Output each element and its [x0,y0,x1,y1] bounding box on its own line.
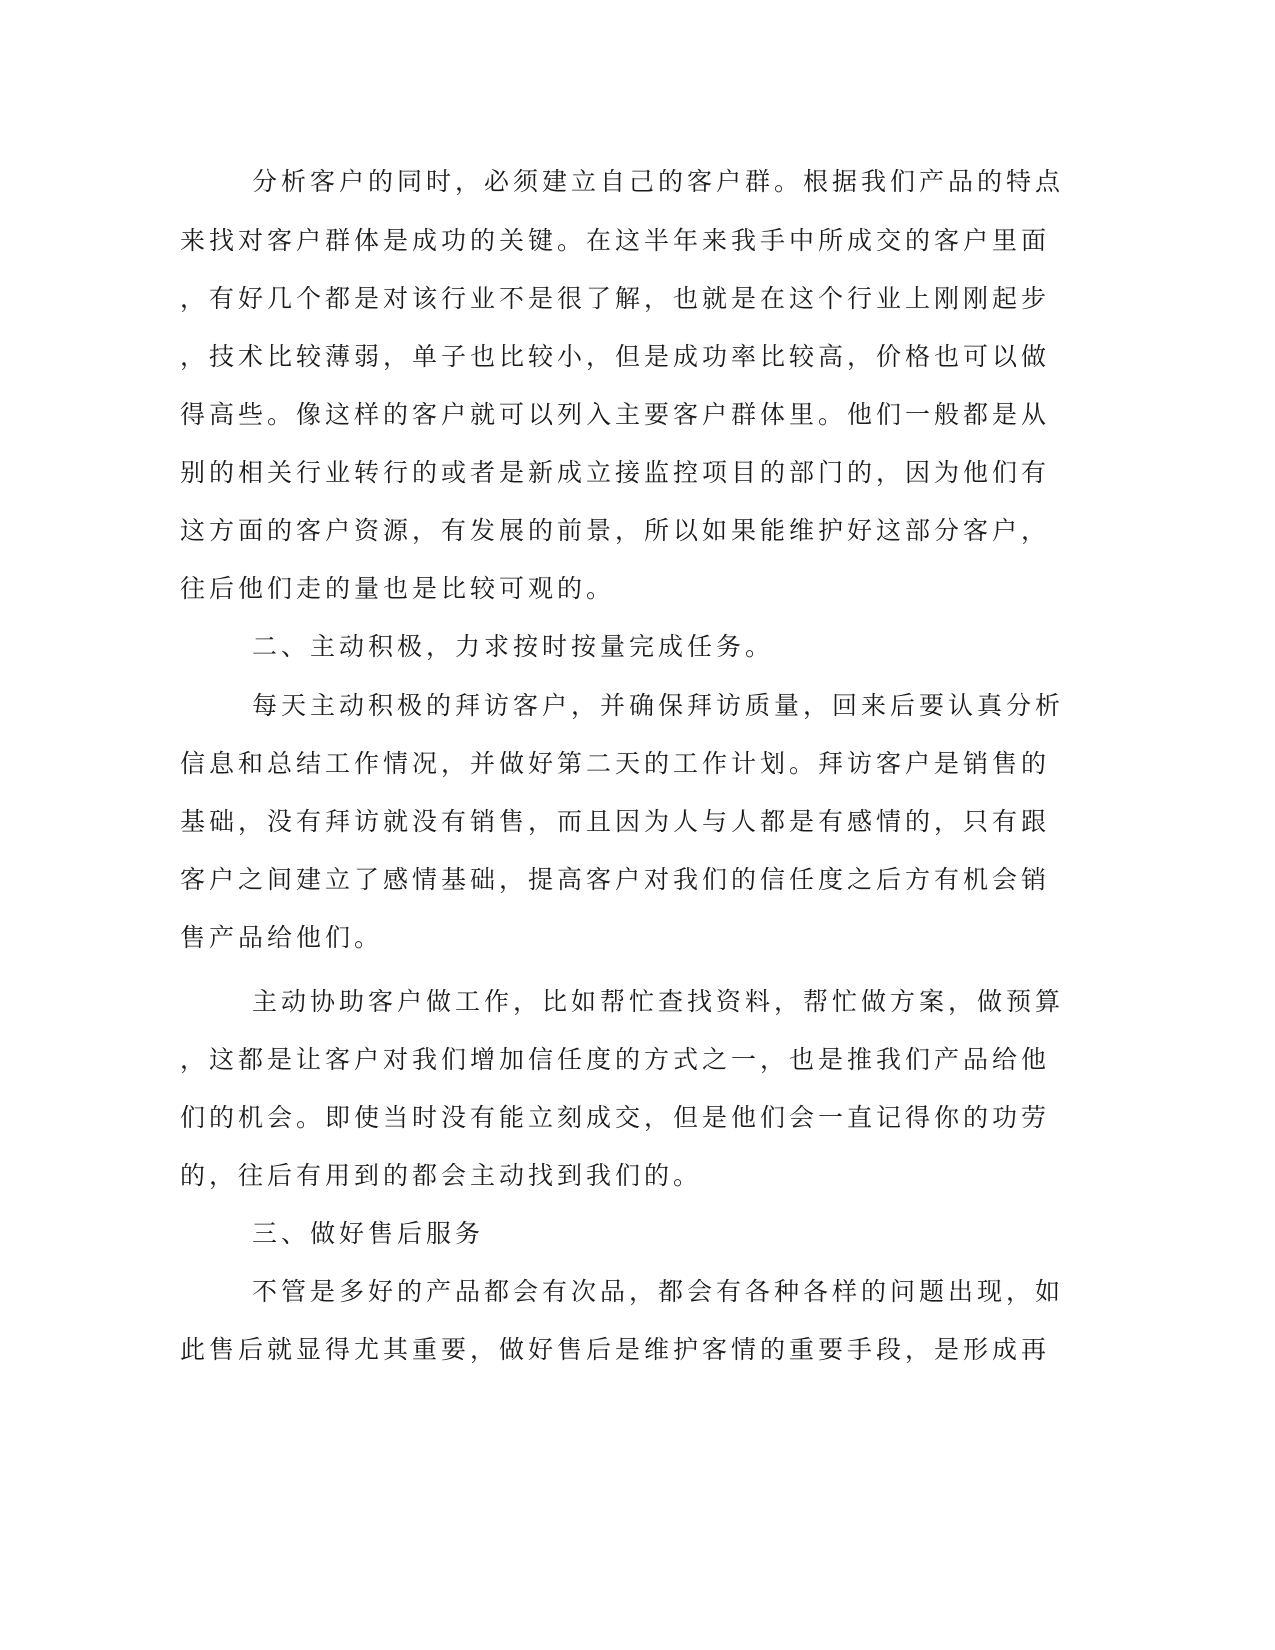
paragraph-2-line-1: 每天主动积极的拜访客户，并确保拜访质量，回来后要认真分析 [252,691,1065,720]
section-heading-2: 二、主动积极，力求按时按量完成任务。 [252,632,775,661]
paragraph-1-line-6: 别的相关行业转行的或者是新成立接监控项目的部门的，因为他们有 [180,458,1051,487]
paragraph-3-line-3: 们的机会。即使当时没有能立刻成交，但是他们会一直记得你的功劳 [180,1103,1051,1132]
paragraph-3-line-4: 的，往后有用到的都会主动找到我们的。 [180,1161,703,1190]
paragraph-1-line-1: 分析客户的同时，必须建立自己的客户群。根据我们产品的特点 [252,167,1065,196]
paragraph-1-line-8: 往后他们走的量也是比较可观的。 [180,574,616,603]
paragraph-2-line-5: 售产品给他们。 [180,923,384,952]
paragraph-4-line-2: 此售后就显得尤其重要，做好售后是维护客情的重要手段，是形成再 [180,1335,1051,1364]
paragraph-1-line-5: 得高些。像这样的客户就可以列入主要客户群体里。他们一般都是从 [180,400,1051,429]
paragraph-4-line-1: 不管是多好的产品都会有次品，都会有各种各样的问题出现，如 [252,1277,1065,1306]
paragraph-2-line-3: 基础，没有拜访就没有销售，而且因为人与人都是有感情的，只有跟 [180,807,1051,836]
paragraph-2-line-4: 客户之间建立了感情基础，提高客户对我们的信任度之后方有机会销 [180,865,1051,894]
paragraph-3-line-2: ，这都是让客户对我们增加信任度的方式之一，也是推我们产品给他 [180,1045,1051,1074]
paragraph-2-line-2: 信息和总结工作情况，并做好第二天的工作计划。拜访客户是销售的 [180,749,1051,778]
paragraph-3-line-1: 主动协助客户做工作，比如帮忙查找资料，帮忙做方案，做预算 [252,987,1065,1016]
paragraph-1-line-2: 来找对客户群体是成功的关键。在这半年来我手中所成交的客户里面 [180,226,1051,255]
paragraph-1-line-4: ，技术比较薄弱，单子也比较小，但是成功率比较高，价格也可以做 [180,342,1051,371]
paragraph-1-line-3: ，有好几个都是对该行业不是很了解，也就是在这个行业上刚刚起步 [180,284,1051,313]
section-heading-3: 三、做好售后服务 [252,1219,485,1248]
paragraph-1-line-7: 这方面的客户资源，有发展的前景，所以如果能维护好这部分客户， [180,516,1051,545]
